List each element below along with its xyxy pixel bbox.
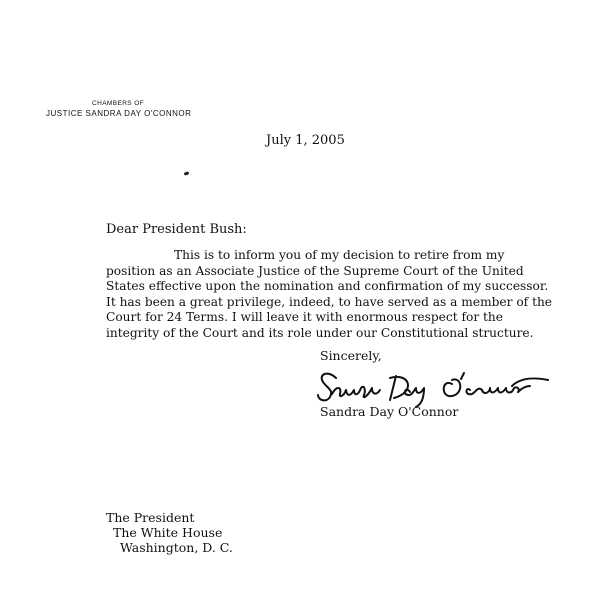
letterhead [46,99,191,119]
closing: Sincerely, [320,348,382,363]
body-line: This is to inform you of my decision to retire from my [174,248,505,262]
letterhead-chambers: CHAMBERS OF [92,100,145,107]
ink-speck [184,171,190,176]
handwritten-signature [314,364,554,408]
address-line: Washington, D. C. [120,540,233,555]
body-line: It has been a great privilege, indeed, to have served as a member of the [106,294,553,309]
letterhead-justice-name: JUSTICE SANDRA DAY O'CONNOR [46,109,192,118]
body-line: integrity of the Court and its role under our Constitutional structure. [106,325,534,340]
letter-date: July 1, 2005 [266,133,345,148]
address-line: The White House [113,525,223,540]
letter-body [106,248,553,342]
body-line: States effective upon the nomination and confirmation of my successor. [106,279,549,294]
salutation: Dear President Bush: [106,222,247,237]
body-line: position as an Associate Justice of the Supreme Court of the United [106,263,524,278]
body-line: Court for 24 Terms. I will leave it with enormous respect for the [106,310,503,325]
address-line: The President [106,510,195,525]
signature-image [314,364,554,408]
signer-name: Sandra Day O'Connor [320,404,459,419]
